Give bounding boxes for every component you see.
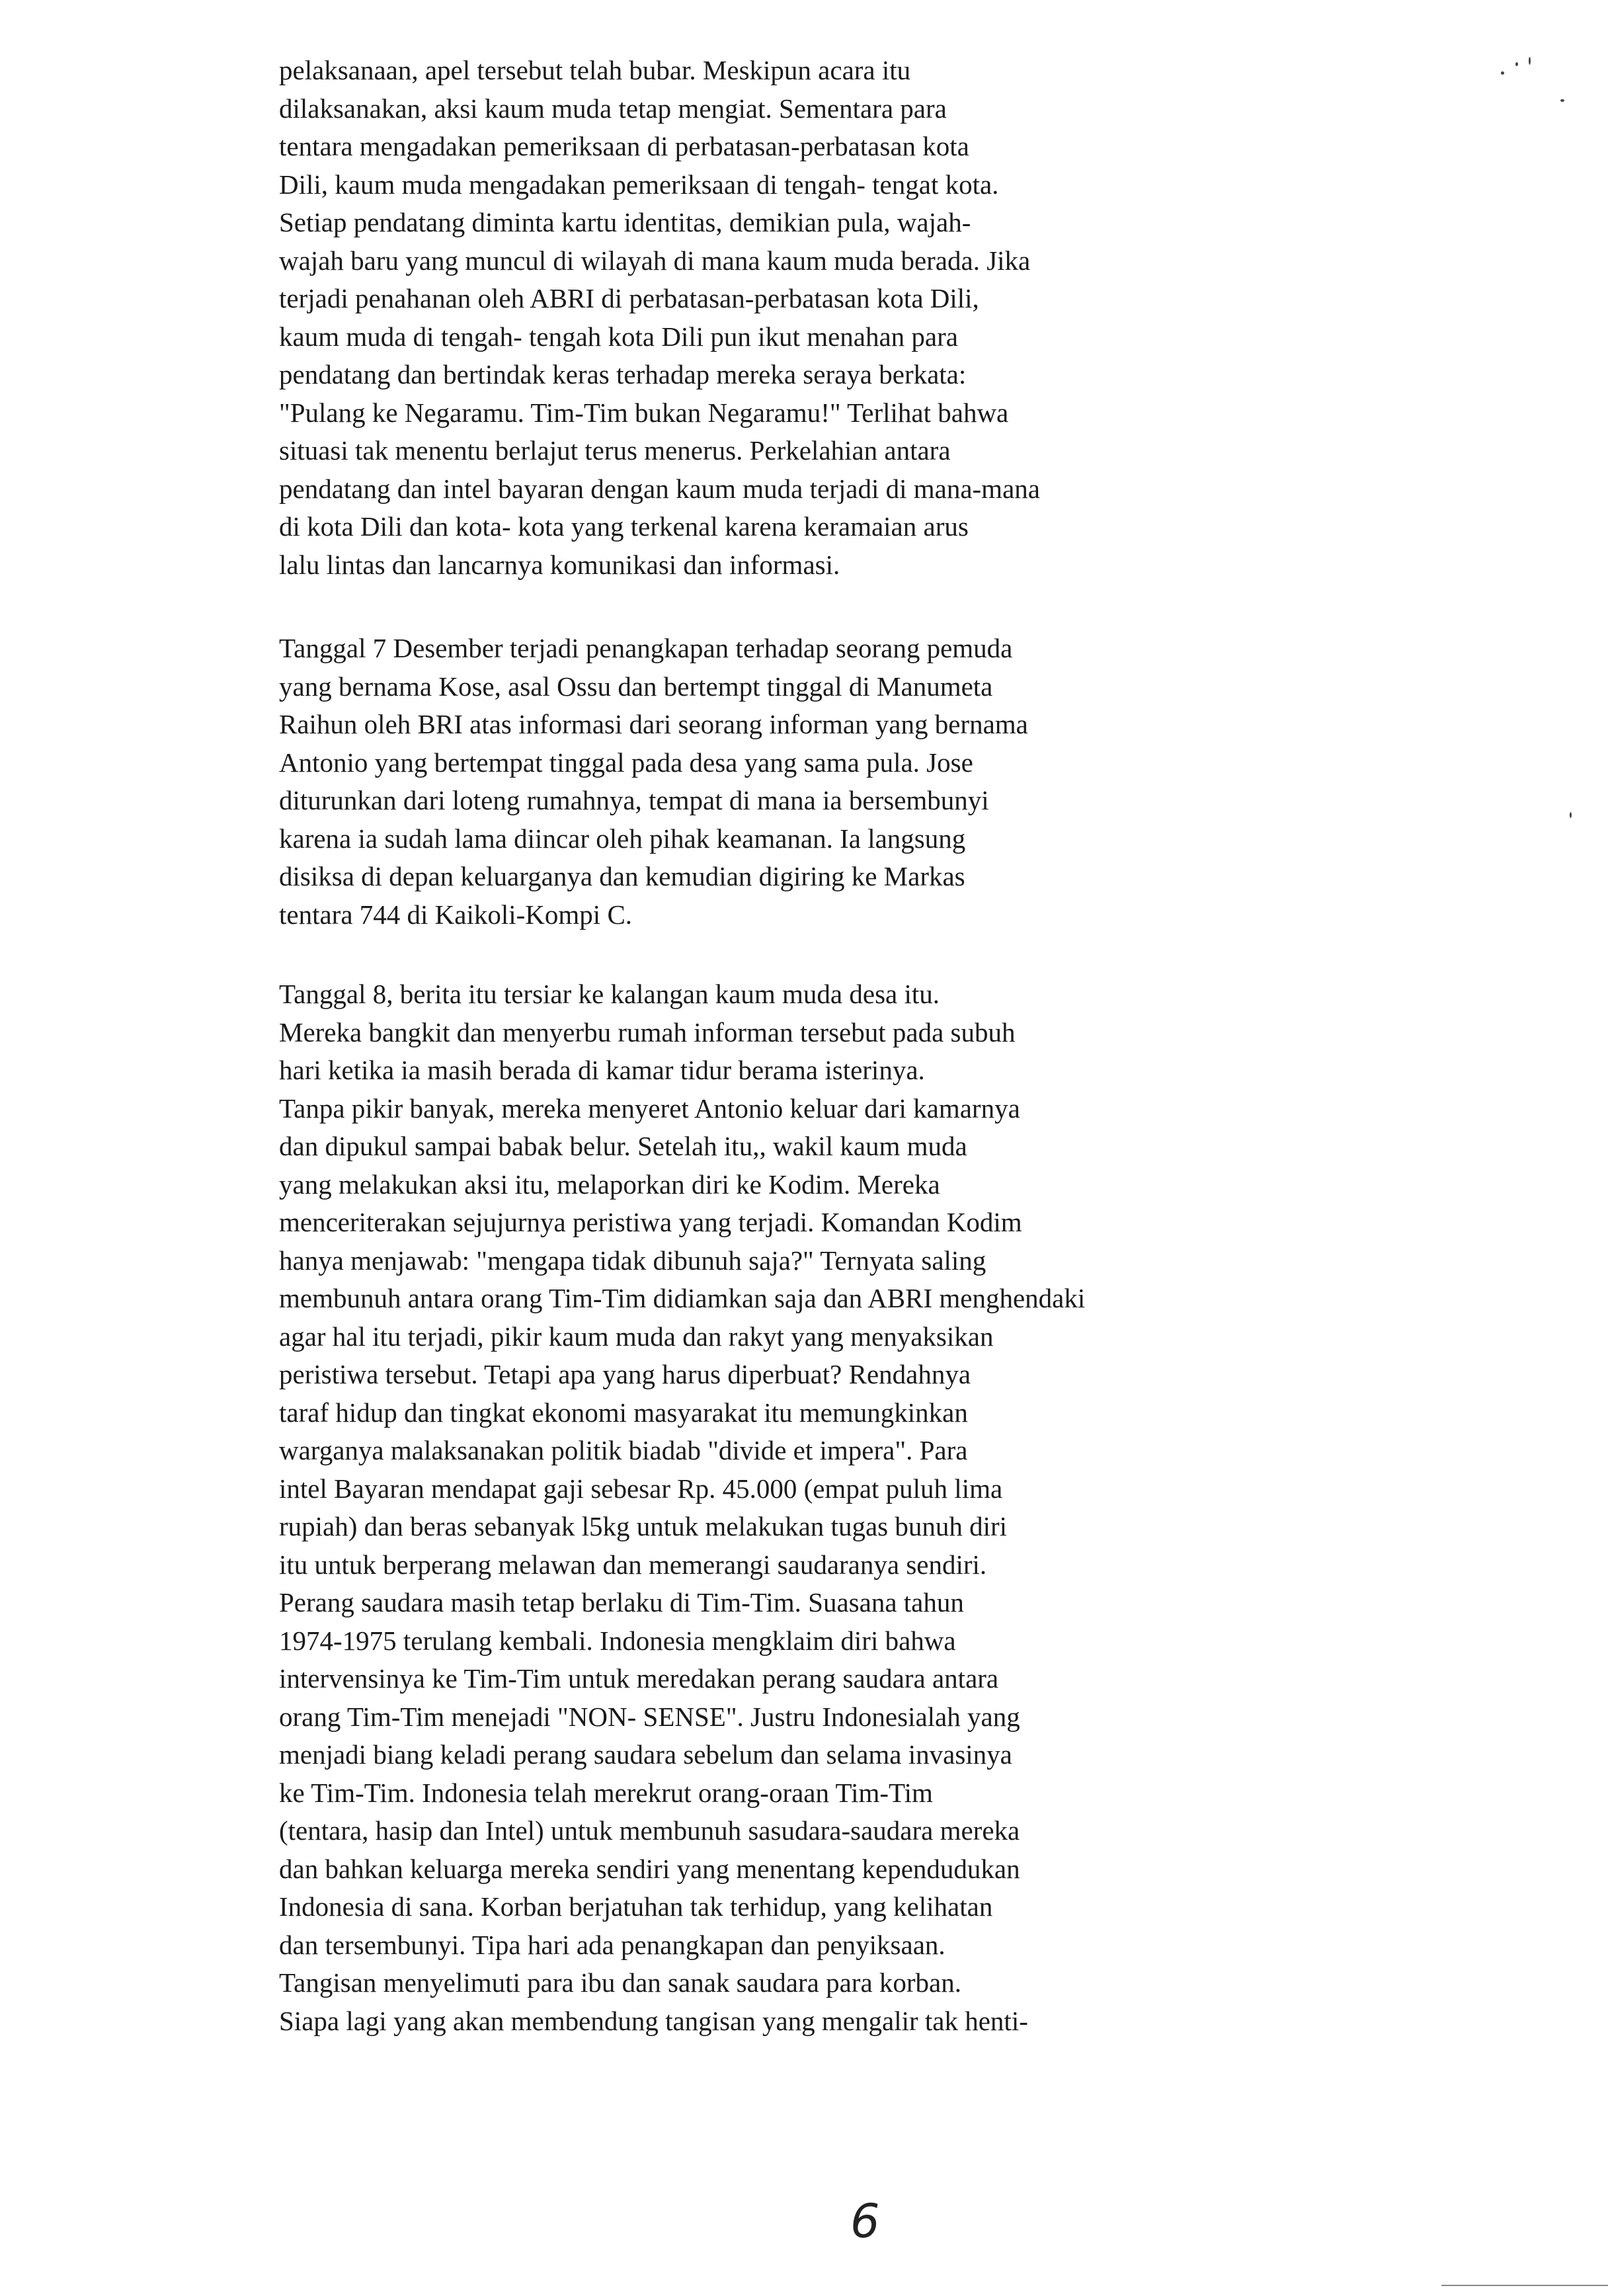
text-line: dilaksanakan, aksi kaum muda tetap mengiat. Sementara para	[279, 93, 947, 124]
text-line: pelaksanaan, apel tersebut telah bubar. Meskipun acara itu	[279, 55, 911, 85]
text-line: ke Tim-Tim. Indonesia telah merekrut orang-oraan Tim-Tim	[279, 1777, 933, 1808]
text-line: disiksa di depan keluarganya dan kemudian digiring ke Markas	[279, 861, 965, 891]
paragraph-3	[279, 975, 1350, 2040]
text-line: membunuh antara orang Tim-Tim didiamkan saja dan ABRI menghendaki	[279, 1283, 1086, 1313]
text-line: warganya malaksanakan politik biadab "divide et impera". Para	[279, 1435, 968, 1465]
text-line: karena ia sudah lama diincar oleh pihak keamanan. Ia langsung	[279, 823, 966, 854]
text-line: hanya menjawab: "mengapa tidak dibunuh saja?" Ternyata saling	[279, 1245, 986, 1276]
text-line: di kota Dili dan kota- kota yang terkenal karena keramaian arus	[279, 511, 969, 542]
text-line: yang bernama Kose, asal Ossu dan bertempt tinggal di Manumeta	[279, 671, 993, 702]
text-line: Antonio yang bertempat tinggal pada desa yang sama pula. Jose	[279, 747, 973, 778]
text-line: Dili, kaum muda mengadakan pemeriksaan di tengah- tengat kota.	[279, 169, 999, 200]
text-line: 1974-1975 terulang kembali. Indonesia mengklaim diri bahwa	[279, 1625, 956, 1656]
scan-speck	[1529, 57, 1531, 65]
text-line: taraf hidup dan tingkat ekonomi masyarakat itu memungkinkan	[279, 1397, 968, 1428]
text-line: itu untuk berperang melawan dan memerangi saudaranya sendiri.	[279, 1549, 987, 1580]
text-line: wajah baru yang muncul di wilayah di mana kaum muda berada. Jika	[279, 245, 1031, 276]
text-line: Siapa lagi yang akan membendung tangisan yang mengalir tak henti-	[279, 2005, 1028, 2036]
text-line: Tanggal 7 Desember terjadi penangkapan terhadap seorang pemuda	[279, 633, 1013, 663]
text-line: Raihun oleh BRI atas informasi dari seorang informan yang bernama	[279, 709, 1028, 739]
text-line: tentara 744 di Kaikoli-Kompi C.	[279, 899, 633, 930]
text-line: terjadi penahanan oleh ABRI di perbatasan-perbatasan kota Dili,	[279, 283, 979, 313]
paragraph-1	[279, 52, 1350, 584]
text-line: kaum muda di tengah- tengah kota Dili pun ikut menahan para	[279, 321, 958, 352]
scan-speck	[1501, 71, 1504, 75]
scan-edge-line	[1441, 2285, 1608, 2286]
scan-speck	[1560, 99, 1564, 102]
text-line: rupiah) dan beras sebanyak l5kg untuk melakukan tugas bunuh diri	[279, 1511, 1008, 1541]
text-line: lalu lintas dan lancarnya komunikasi dan informasi.	[279, 549, 840, 580]
text-line: dan dipukul sampai babak belur. Setelah itu,, wakil kaum muda	[279, 1131, 967, 1161]
text-line: situasi tak menentu berlajut terus menerus. Perkelahian antara	[279, 435, 951, 466]
text-line: Tanggal 8, berita itu tersiar ke kalangan kaum muda desa itu.	[279, 979, 940, 1009]
text-line: agar hal itu terjadi, pikir kaum muda dan rakyt yang menyaksikan	[279, 1321, 994, 1352]
scan-speck	[1570, 812, 1572, 818]
text-line: pendatang dan bertindak keras terhadap mereka seraya berkata:	[279, 359, 967, 390]
text-line: menjadi biang keladi perang saudara sebelum dan selama invasinya	[279, 1739, 1012, 1770]
text-line: "Pulang ke Negaramu. Tim-Tim bukan Negaramu!" Terlihat bahwa	[279, 397, 1009, 428]
scan-speck	[1515, 62, 1518, 66]
text-line: Tangisan menyelimuti para ibu dan sanak saudara para korban.	[279, 1967, 962, 1998]
text-line: Tanpa pikir banyak, mereka menyeret Antonio keluar dari kamarnya	[279, 1092, 1020, 1124]
text-line: peristiwa tersebut. Tetapi apa yang harus diperbuat? Rendahnya	[279, 1359, 971, 1389]
text-line: intel Bayaran mendapat gaji sebesar Rp. 45.000 (empat puluh lima	[279, 1473, 1003, 1504]
text-line: (tentara, hasip dan Intel) untuk membunuh sasudara-saudara mereka	[279, 1815, 1020, 1846]
text-line: Mereka bangkit dan menyerbu rumah informan tersebut pada subuh	[279, 1016, 1016, 1047]
text-line: pendatang dan intel bayaran dengan kaum muda terjadi di mana-mana	[279, 473, 1040, 504]
text-line: hari ketika ia masih berada di kamar tidur berama isterinya.	[279, 1055, 925, 1085]
text-line: dan tersembunyi. Tipa hari ada penangkapan dan penyiksaan.	[279, 1929, 945, 1960]
text-line: dan bahkan keluarga mereka sendiri yang menentang kependudukan	[279, 1853, 1020, 1884]
text-line: Setiap pendatang diminta kartu identitas, demikian pula, wajah-	[279, 207, 971, 237]
text-line: diturunkan dari loteng rumahnya, tempat di mana ia bersembunyi	[279, 785, 989, 815]
text-line: Perang saudara masih tetap berlaku di Tim-Tim. Suasana tahun	[279, 1587, 964, 1618]
page-number: 6	[850, 2194, 880, 2248]
text-line: menceriterakan sejujurnya peristiwa yang terjadi. Komandan Kodim	[279, 1207, 1022, 1237]
text-line: tentara mengadakan pemeriksaan di perbatasan-perbatasan kota	[279, 131, 969, 161]
text-line: yang melakukan aksi itu, melaporkan diri ke Kodim. Mereka	[279, 1168, 940, 1200]
text-line: Indonesia di sana. Korban berjatuhan tak terhidup, yang kelihatan	[279, 1891, 993, 1922]
text-line: intervensinya ke Tim-Tim untuk meredakan perang saudara antara	[279, 1663, 999, 1694]
paragraph-2	[279, 630, 1350, 934]
text-line: orang Tim-Tim menejadi "NON- SENSE". Justru Indonesialah yang	[279, 1701, 1020, 1732]
